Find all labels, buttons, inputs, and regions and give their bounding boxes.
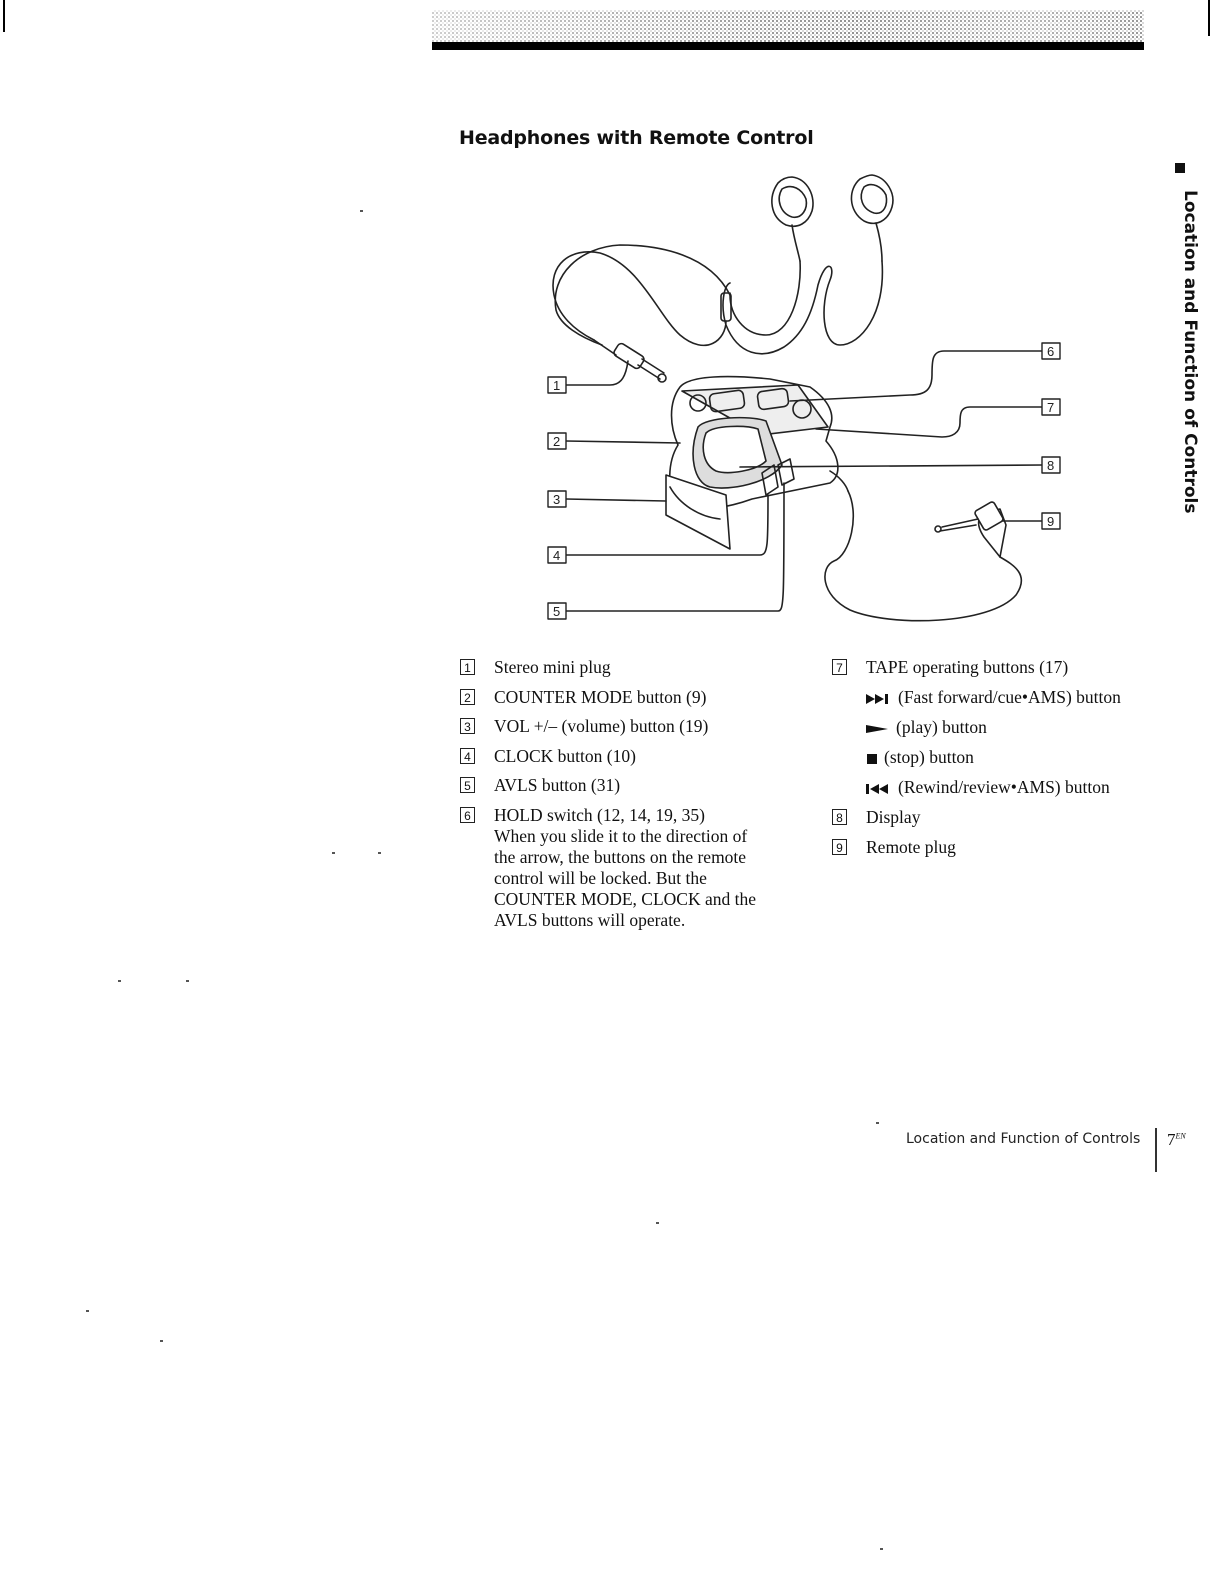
callout-7: [1042, 399, 1060, 415]
earbud-left: [772, 177, 813, 261]
page-number-value: 7: [1167, 1130, 1176, 1149]
callout-9: [1042, 513, 1060, 529]
svg-text:8: 8: [1047, 458, 1055, 473]
legend-left: [460, 657, 780, 939]
legend-text: Remote plug: [866, 836, 956, 857]
callout-3: [548, 491, 566, 507]
rewind-label: (Rewind/review•AMS) button: [898, 777, 1110, 797]
legend-text: AVLS button (31): [494, 775, 621, 795]
scan-speck: [378, 852, 381, 854]
legend-item: [460, 775, 780, 796]
crop-mark-right: [1208, 0, 1210, 36]
scan-speck: [880, 1548, 883, 1550]
scan-speck: [876, 1122, 879, 1124]
callout-4: [548, 547, 566, 563]
legend-item: [460, 805, 780, 931]
scan-speck: [360, 210, 363, 212]
legend-item: [460, 746, 780, 767]
hold-switch-description: When you slide it to the direction of the arrow, the buttons on the remote control will be locked. But the COUNTER MODE, CLOCK and the AVLS buttons will operate.: [494, 825, 756, 930]
svg-text:4: 4: [553, 548, 561, 563]
scan-speck: [118, 980, 121, 982]
page-number-suffix: EN: [1175, 1131, 1186, 1141]
rewind-icon: [866, 783, 892, 795]
svg-text:3: 3: [553, 492, 561, 507]
legend-text: CLOCK button (10): [494, 745, 636, 766]
tape-button-item: [866, 777, 1132, 798]
legend-item: [832, 837, 1132, 858]
crop-mark-left: [3, 0, 5, 32]
section-title: Headphones with Remote Control: [459, 127, 814, 149]
footer-section-title: Location and Function of Controls: [906, 1131, 1141, 1147]
svg-text:6: 6: [1047, 344, 1055, 359]
earbud-right: [851, 175, 892, 261]
legend-number: 7: [832, 659, 847, 675]
legend-text: VOL +/– (volume) button (19): [494, 716, 709, 736]
callout-8: [1042, 457, 1060, 473]
scan-speck: [332, 852, 335, 854]
legend-right: [832, 657, 1132, 866]
legend-item: [460, 687, 780, 708]
stop-icon: [866, 753, 878, 765]
tape-button-item: [866, 687, 1132, 708]
legend-text: Display: [866, 807, 921, 827]
svg-text:9: 9: [1047, 514, 1055, 529]
legend-text: HOLD switch (12, 14, 19, 35): [494, 804, 705, 825]
legend-number: 5: [460, 777, 475, 793]
footer-divider: [1155, 1128, 1157, 1172]
svg-text:1: 1: [553, 378, 561, 393]
remote-control-body: [666, 377, 848, 549]
legend-item: [460, 716, 780, 737]
legend-text: COUNTER MODE button (9): [494, 686, 707, 707]
legend-number: 4: [460, 748, 475, 764]
callout-6: [1042, 343, 1060, 359]
svg-text:2: 2: [553, 434, 561, 449]
play-label: (play) button: [896, 717, 987, 737]
svg-text:7: 7: [1047, 400, 1055, 415]
headphones-remote-diagram: [530, 165, 1080, 635]
fast-forward-icon: [866, 693, 892, 705]
scan-speck: [86, 1310, 89, 1312]
side-tab-marker: [1175, 163, 1185, 173]
play-icon: [866, 723, 890, 735]
callout-1: [548, 377, 566, 393]
tape-button-item: [866, 747, 1132, 768]
callout-5: [548, 603, 566, 619]
fast-forward-label: (Fast forward/cue•AMS) button: [898, 687, 1121, 707]
legend-text: Stereo mini plug: [494, 657, 611, 677]
legend-number: 9: [832, 839, 847, 855]
legend-number: 8: [832, 809, 847, 825]
legend-number: 2: [460, 689, 475, 705]
scan-speck: [186, 980, 189, 982]
legend-number: 1: [460, 659, 475, 675]
stop-label: (stop) button: [884, 747, 974, 767]
stereo-mini-plug: [594, 340, 666, 382]
scan-speck: [656, 1222, 659, 1224]
legend-text: TAPE operating buttons (17): [866, 657, 1069, 677]
scan-speck: [160, 1340, 163, 1342]
header-band: [432, 8, 1144, 52]
svg-text:5: 5: [553, 604, 561, 619]
legend-number: 6: [460, 807, 475, 823]
tape-button-item: [866, 717, 1132, 738]
callout-2: [548, 433, 566, 449]
legend-item: [832, 657, 1132, 798]
remote-plug: [935, 501, 1006, 557]
page-number: [1167, 1130, 1186, 1150]
legend-number: 3: [460, 718, 475, 734]
side-tab-label: Location and Function of Controls: [1180, 190, 1200, 514]
legend-item: [460, 657, 780, 678]
legend-item: [832, 807, 1132, 828]
